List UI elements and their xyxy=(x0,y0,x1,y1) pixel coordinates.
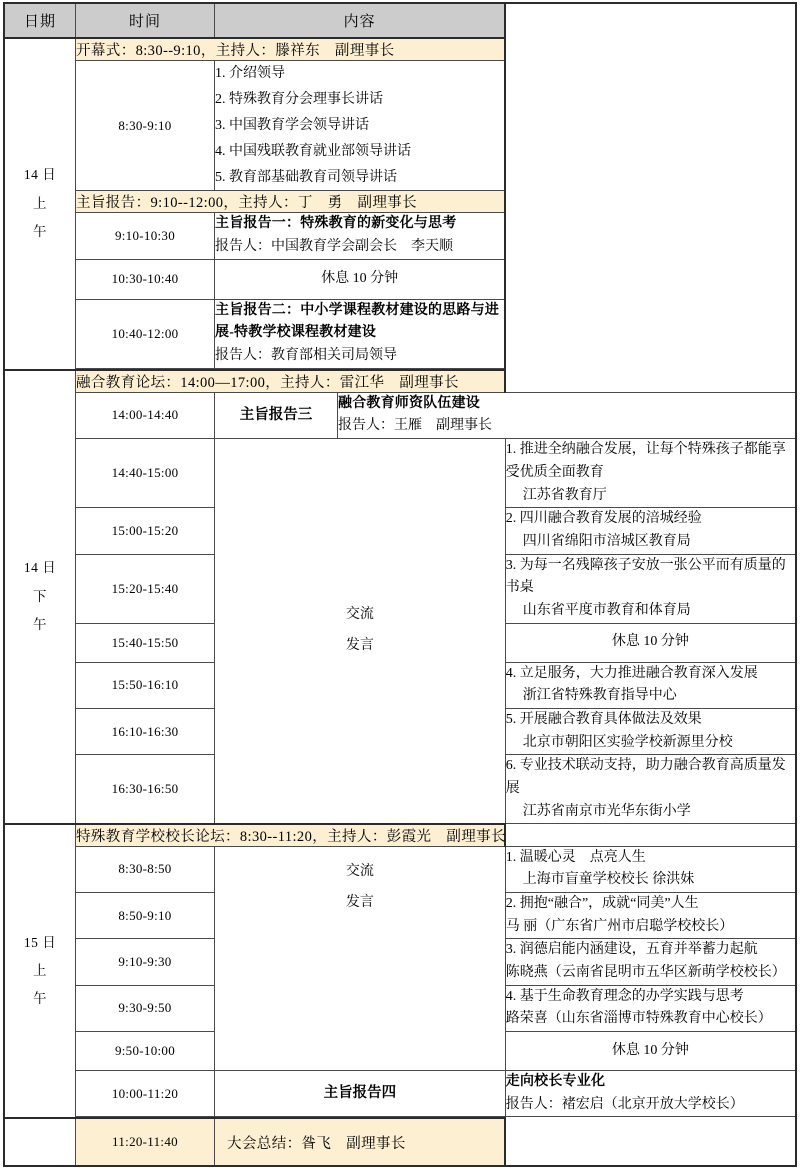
label-line: 发言 xyxy=(345,637,374,653)
content-cell-talk-6 xyxy=(505,755,796,824)
table-row xyxy=(4,1071,796,1117)
time-cell-closing: 11:20-11:40 xyxy=(76,1118,215,1166)
conference-schedule-table xyxy=(3,2,797,1167)
date-cell-15am xyxy=(4,824,76,1119)
time-cell: 9:30-9:50 xyxy=(76,985,215,1031)
content-presenter: 报告人：褚宏启（北京开放大学校长） xyxy=(505,1096,744,1112)
content-affiliation: 浙江省特殊教育指导中心 xyxy=(522,688,677,704)
session-banner-inclusive-forum: 融合教育论坛：14:00—17:00，主持人：雷江华 副理事长 xyxy=(76,370,506,393)
date-line: 午 xyxy=(33,224,47,240)
label-line: 交流 xyxy=(345,863,374,879)
table-row xyxy=(4,392,796,438)
content-title: 主旨报告二：中小学课程教材建设的思路与进展-特教学校课程教材建设 xyxy=(215,302,499,341)
content-presenter: 报告人：教育部相关司局领导 xyxy=(215,348,397,364)
time-cell: 16:10-16:30 xyxy=(76,708,215,754)
content-cell-keynote-1 xyxy=(215,213,506,259)
table-row xyxy=(4,370,796,393)
time-cell: 16:30-16:50 xyxy=(76,755,215,824)
content-title: 融合教育师资队伍建设 xyxy=(338,395,480,411)
content-cell-talk-3 xyxy=(505,554,796,623)
content-line: 1. 推进全纳融合发展，让每个特殊孩子都能享受优质全面教育 xyxy=(505,442,786,480)
content-line: 5. 开展融合教育具体做法及效果 xyxy=(505,711,702,727)
content-cell-talk-4 xyxy=(505,662,796,708)
label-line: 发言 xyxy=(345,894,374,910)
date-cell-14pm xyxy=(4,370,76,824)
column-header-date: 日期 xyxy=(4,3,76,38)
time-cell: 8:50-9:10 xyxy=(76,893,215,939)
session-banner-principal-forum: 特殊教育学校校长论坛：8:30--11:20，主持人：彭霞光 副理事长 xyxy=(76,824,506,847)
content-cell-keynote-2 xyxy=(215,299,506,368)
content-line: 3. 中国教育学会领导讲话 xyxy=(215,117,369,133)
date-line: 午 xyxy=(33,991,47,1007)
content-affiliation: 江苏省南京市光华东街小学 xyxy=(522,803,691,819)
label-keynote-3: 主旨报告三 xyxy=(215,393,338,438)
time-cell: 9:50-10:00 xyxy=(76,1032,215,1071)
content-cell-talk-2 xyxy=(505,508,796,554)
content-title: 走向校长专业化 xyxy=(505,1074,606,1090)
time-cell: 15:00-15:20 xyxy=(76,508,215,554)
date-line: 上 xyxy=(33,195,47,211)
content-title: 主旨报告一：特殊教育的新变化与思考 xyxy=(215,216,457,232)
time-cell: 14:00-14:40 xyxy=(76,392,215,438)
label-keynote-4: 主旨报告四 xyxy=(215,1071,506,1117)
date-line: 上 xyxy=(33,962,47,978)
time-cell: 9:10-9:30 xyxy=(76,939,215,985)
session-banner-opening: 开幕式：8:30--9:10，主持人：滕祥东 副理事长 xyxy=(76,38,506,61)
time-cell: 10:40-12:00 xyxy=(76,299,215,368)
content-cell-principal-3 xyxy=(505,939,796,985)
content-wrapper xyxy=(215,392,797,438)
table-row xyxy=(4,299,796,368)
content-affiliation: 马 丽（广东省广州市启聪学校校长） xyxy=(505,918,734,934)
label-exchange-pm xyxy=(215,439,506,824)
content-line: 2. 拥抱“融合”，成就“同美”人生 xyxy=(505,896,699,912)
content-cell-talk-5 xyxy=(505,708,796,754)
date-line: 14 日 xyxy=(23,167,57,183)
date-line: 15 日 xyxy=(23,934,57,950)
label-exchange-am15 xyxy=(215,846,506,1070)
content-presenter: 报告人：中国教育学会副会长 李天顺 xyxy=(215,239,453,255)
table-header-row xyxy=(4,3,796,38)
time-cell: 15:50-16:10 xyxy=(76,662,215,708)
table-row xyxy=(4,61,796,191)
time-cell: 14:40-15:00 xyxy=(76,439,215,508)
time-cell: 10:00-11:20 xyxy=(76,1071,215,1117)
session-banner-keynote-am: 主旨报告：9:10--12:00，主持人：丁 勇 副理事长 xyxy=(76,191,506,213)
content-line: 3. 润德启能内涵建设，五育并举蓄力起航 xyxy=(505,942,758,958)
table-row xyxy=(4,439,796,508)
time-cell: 9:10-10:30 xyxy=(76,213,215,259)
content-affiliation: 山东省平度市教育和体育局 xyxy=(522,602,691,618)
table-row xyxy=(4,213,796,259)
time-cell: 10:30-10:40 xyxy=(76,259,215,299)
time-cell: 15:40-15:50 xyxy=(76,623,215,662)
content-line: 5. 教育部基础教育司领导讲话 xyxy=(215,169,397,185)
content-cell-principal-1 xyxy=(505,846,796,892)
column-header-time: 时间 xyxy=(76,3,215,38)
time-cell: 8:30-8:50 xyxy=(76,846,215,892)
content-line: 4. 中国残联教育就业部领导讲话 xyxy=(215,143,411,159)
content-line: 4. 立足服务，大力推进融合教育深入发展 xyxy=(505,665,758,681)
content-line: 6. 专业技术联动支持，助力融合教育高质量发展 xyxy=(505,758,786,796)
content-line: 3. 为每一名残障孩子安放一张公平而有质量的书桌 xyxy=(505,557,786,596)
content-cell-principal-2 xyxy=(505,893,796,939)
date-cell-14am xyxy=(4,38,76,370)
label-line: 交流 xyxy=(345,607,374,623)
content-affiliation: 四川省绵阳市涪城区教育局 xyxy=(522,533,691,549)
content-cell-keynote-4 xyxy=(505,1071,796,1117)
date-line: 14 日 xyxy=(23,560,57,576)
content-cell-opening-items xyxy=(215,61,506,191)
table-row xyxy=(4,191,796,213)
date-cell-empty xyxy=(4,1118,76,1166)
content-line: 2. 特殊教育分会理事长讲话 xyxy=(215,91,383,107)
content-cell-break: 休息 10 分钟 xyxy=(505,1032,796,1071)
time-cell: 15:20-15:40 xyxy=(76,554,215,623)
content-affiliation: 路荣喜（山东省淄博市特殊教育中心校长） xyxy=(505,1011,772,1027)
table-row xyxy=(4,824,796,847)
time-cell: 8:30-9:10 xyxy=(76,61,215,191)
content-line: 2. 四川融合教育发展的涪城经验 xyxy=(505,511,702,527)
schedule-sheet xyxy=(0,2,800,1171)
content-line: 1. 温暖心灵 点亮人生 xyxy=(505,849,646,865)
session-banner-closing: 大会总结：昝飞 副理事长 xyxy=(215,1118,506,1166)
table-row-closing xyxy=(4,1118,796,1166)
column-header-content: 内容 xyxy=(215,3,506,38)
content-presenter: 报告人：王雁 副理事长 xyxy=(338,418,492,434)
date-line: 下 xyxy=(33,588,47,604)
content-affiliation: 江苏省教育厅 xyxy=(522,487,607,503)
content-cell-break: 休息 10 分钟 xyxy=(215,259,506,299)
content-affiliation: 上海市盲童学校校长 徐洪妹 xyxy=(522,872,695,888)
content-affiliation: 北京市朝阳区实验学校新源里分校 xyxy=(522,734,733,750)
content-cell-keynote-3 xyxy=(338,393,796,438)
content-cell-break: 休息 10 分钟 xyxy=(505,623,796,662)
content-affiliation: 陈晓燕（云南省昆明市五华区新萌学校校长） xyxy=(505,965,786,981)
content-line: 4. 基于生命教育理念的办学实践与思考 xyxy=(505,988,744,1004)
content-cell-principal-4 xyxy=(505,985,796,1031)
content-cell-talk-1 xyxy=(505,439,796,508)
table-row xyxy=(4,846,796,892)
table-row xyxy=(4,259,796,299)
content-line: 1. 介绍领导 xyxy=(215,66,285,81)
date-line: 午 xyxy=(33,616,47,632)
table-row xyxy=(4,38,796,61)
